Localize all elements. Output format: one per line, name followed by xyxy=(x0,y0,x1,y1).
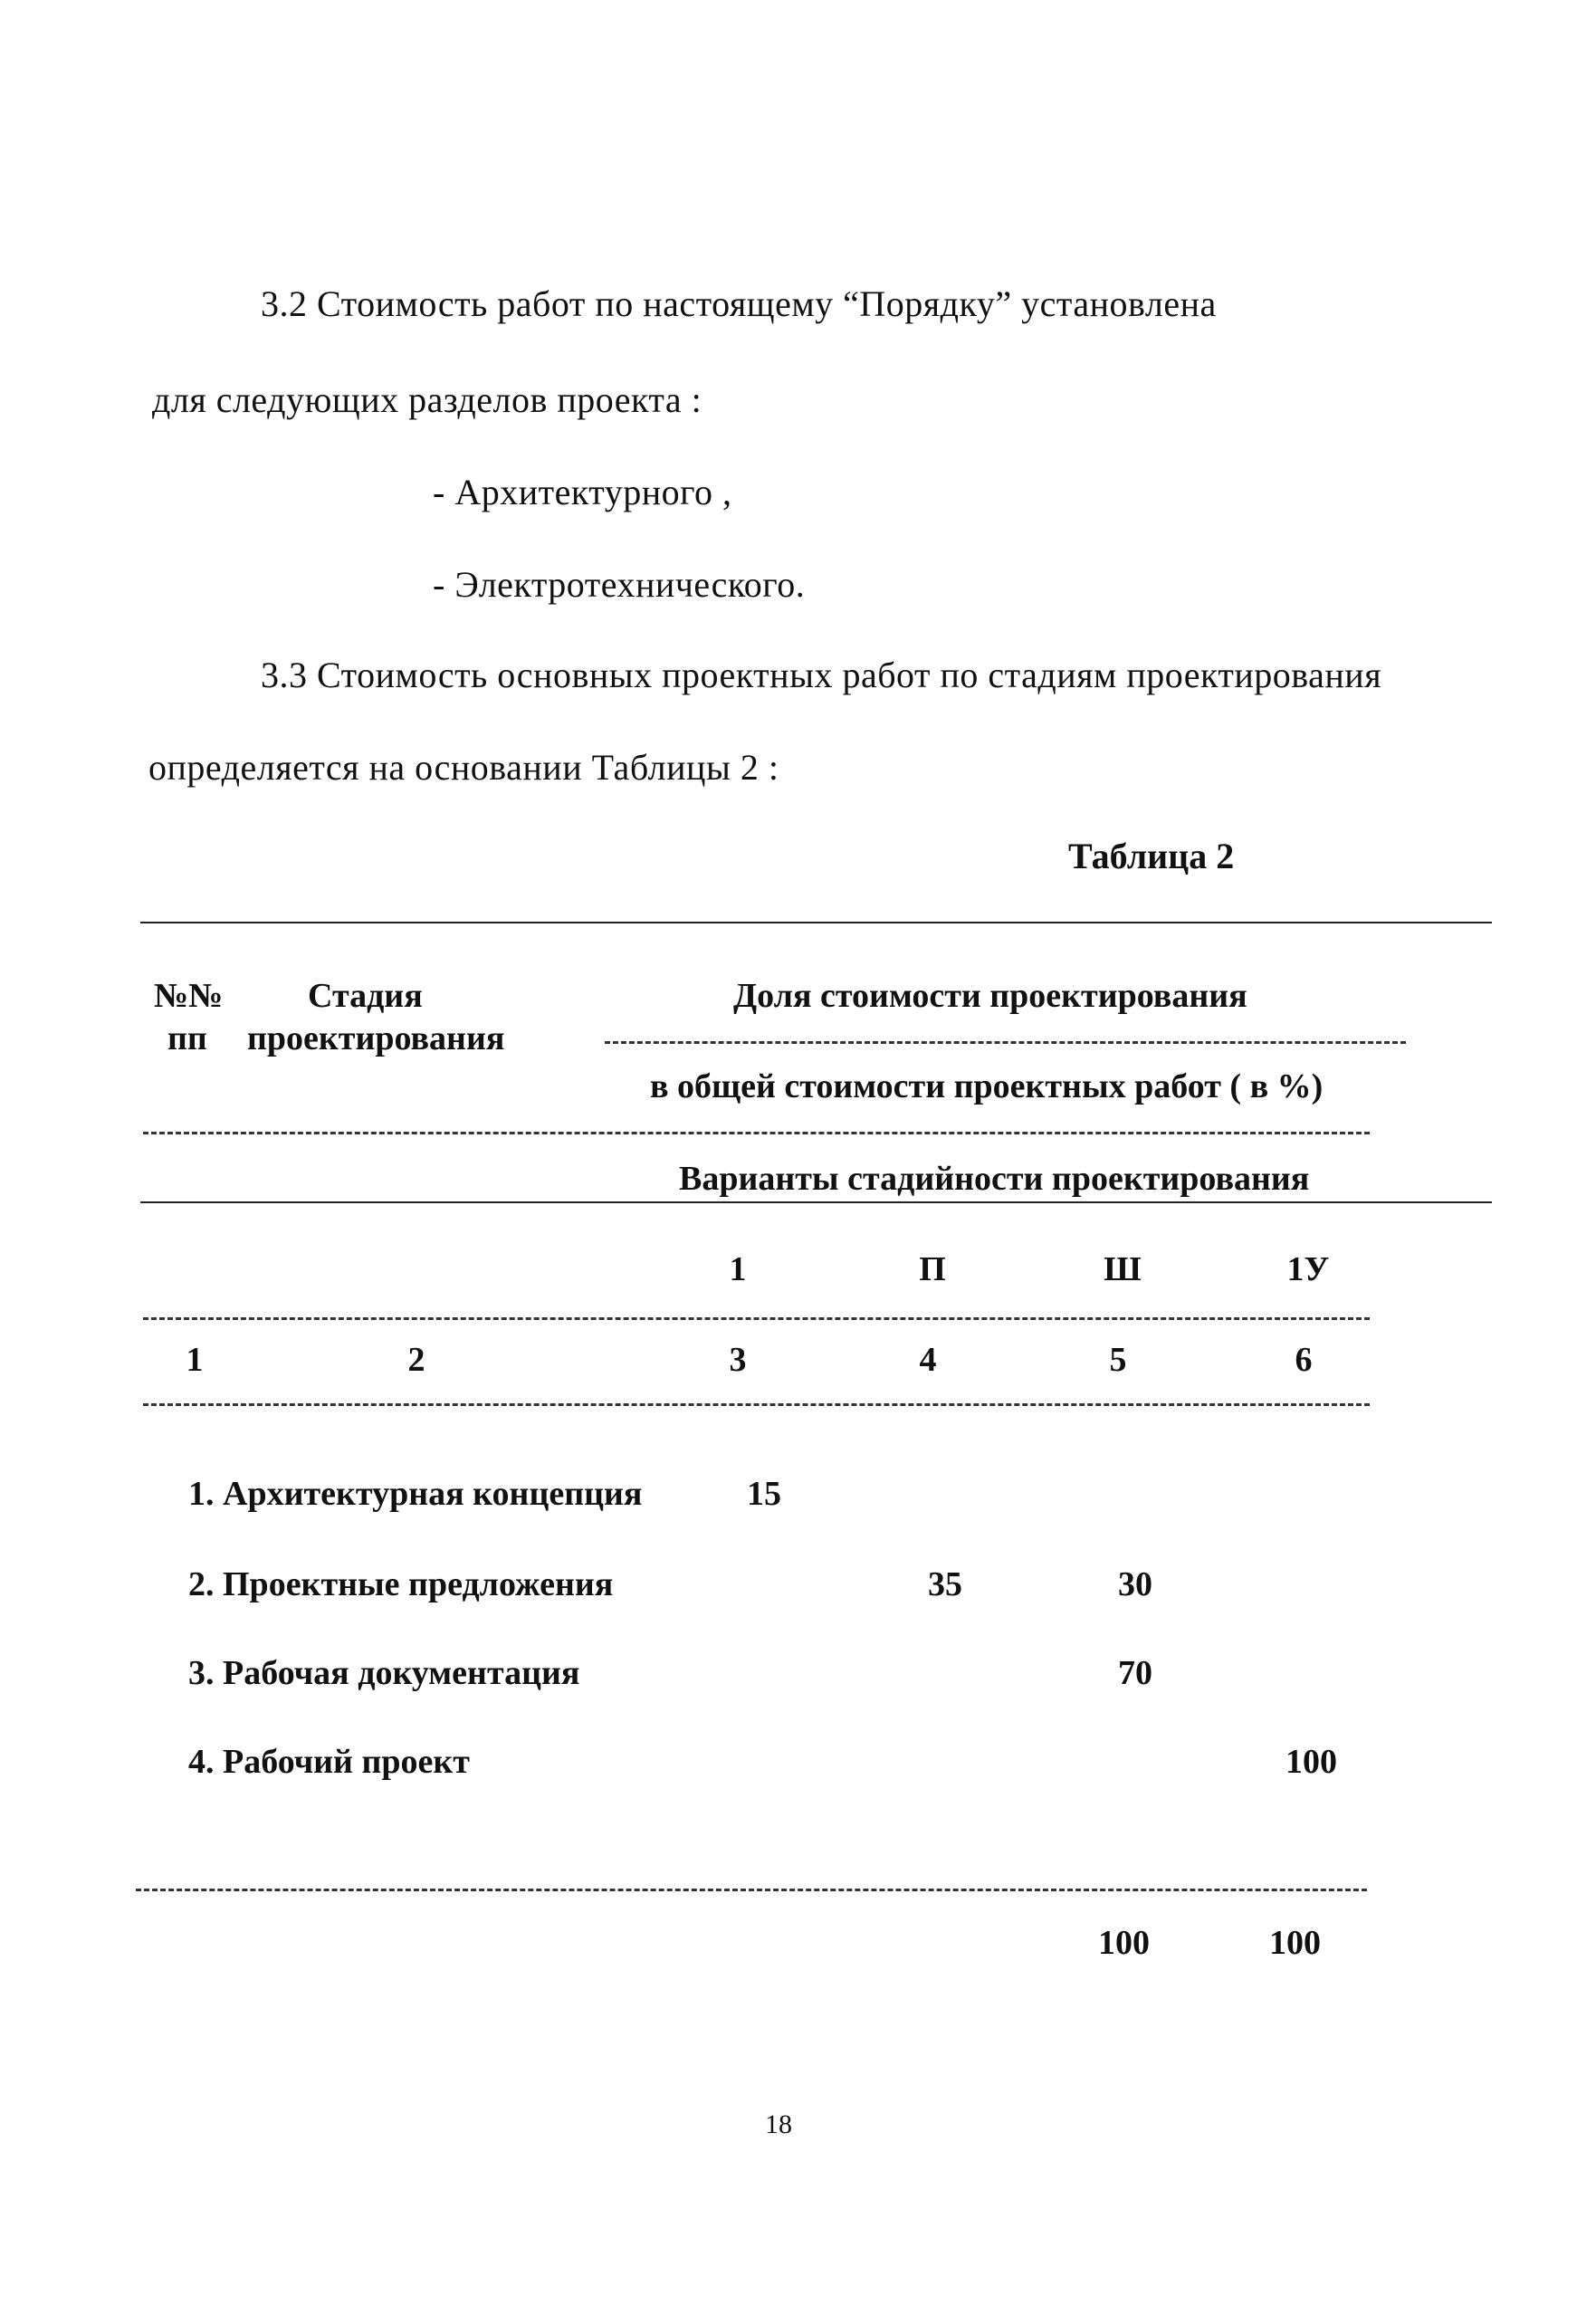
col-number-3: 3 xyxy=(729,1341,747,1379)
col-number-2: 2 xyxy=(407,1341,425,1379)
header-number-sublabel: пп xyxy=(167,1019,207,1057)
header-share-divider xyxy=(605,1041,1406,1044)
header-variants-label: Варианты стадийности проектирования xyxy=(679,1160,1310,1198)
variant-col-4: 1У xyxy=(1286,1250,1330,1288)
col-number-1: 1 xyxy=(186,1341,204,1379)
row-1-value-variant-1: 15 xyxy=(747,1475,781,1513)
header-rule-4 xyxy=(143,1317,1370,1320)
header-rule-2 xyxy=(143,1132,1370,1134)
row-4-value-variant-4: 100 xyxy=(1285,1743,1337,1781)
page-number: 18 xyxy=(765,2109,792,2139)
header-share-label: Доля стоимости проектирования xyxy=(733,977,1247,1015)
row-3-label: 3. Рабочая документация xyxy=(188,1654,580,1692)
variant-col-3: Ш xyxy=(1104,1250,1142,1288)
variant-col-1: 1 xyxy=(729,1250,747,1288)
list-item-architectural: - Архитектурного , xyxy=(433,472,732,512)
list-item-electrical: - Электротехнического. xyxy=(433,564,806,605)
total-variant-3: 100 xyxy=(1098,1924,1150,1962)
row-2-value-variant-3: 30 xyxy=(1118,1565,1152,1603)
col-number-6: 6 xyxy=(1295,1341,1313,1379)
header-stage-label: Стадия xyxy=(308,977,423,1015)
paragraph-3-2-line-1: 3.2 Стоимость работ по настоящему “Порядку” установлена xyxy=(261,283,1217,324)
paragraph-3-3-line-1: 3.3 Стоимость основных проектных работ по стадиям проектирования xyxy=(261,655,1382,695)
row-2-value-variant-2: 35 xyxy=(928,1565,962,1603)
row-3-value-variant-3: 70 xyxy=(1118,1654,1152,1692)
header-number-label: №№ xyxy=(154,977,224,1015)
header-rule-3 xyxy=(140,1201,1492,1203)
totals-rule xyxy=(136,1889,1367,1891)
variant-col-2: П xyxy=(919,1250,946,1288)
row-2-label: 2. Проектные предложения xyxy=(188,1565,614,1603)
table-top-rule xyxy=(140,922,1492,923)
paragraph-3-3-line-2: определяется на основании Таблицы 2 : xyxy=(148,747,779,788)
total-variant-4: 100 xyxy=(1269,1924,1321,1962)
paragraph-3-2-line-2: для следующих разделов проекта : xyxy=(152,379,702,420)
table-caption: Таблица 2 xyxy=(1068,836,1235,876)
row-4-label: 4. Рабочий проект xyxy=(188,1743,470,1781)
header-stage-sublabel: проектирования xyxy=(247,1019,505,1057)
header-share-sublabel: в общей стоимости проектных работ ( в %) xyxy=(650,1067,1324,1105)
row-1-label: 1. Архитектурная концепция xyxy=(188,1475,643,1513)
col-number-5: 5 xyxy=(1109,1341,1127,1379)
col-number-4: 4 xyxy=(919,1341,937,1379)
header-rule-5 xyxy=(143,1403,1370,1406)
